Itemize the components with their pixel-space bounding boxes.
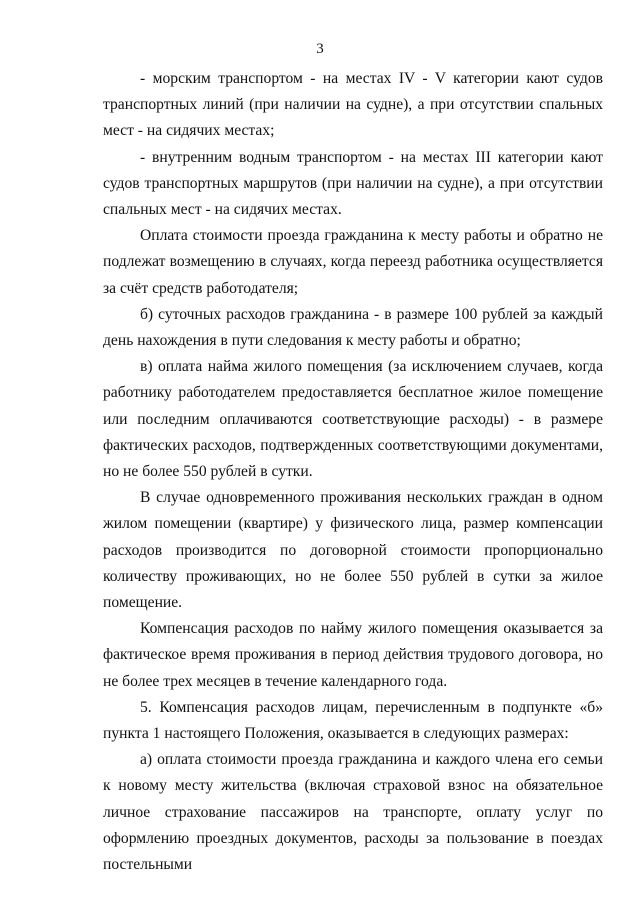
paragraph-travel-cost-exclusion: Оплата стоимости проезда гражданина к месту работы и обратно не подлежат возмещению в случаях, когда переезд работника осуществляется за счёт средств работодателя;	[103, 227, 603, 297]
paragraph-housing-rent: в) оплата найма жилого помещения (за исключением случаев, когда работнику работодателем предоставляется бесплатное жилое помещение или последним оплачиваются соответствующие расходы) - в размере фактических расходов, подтвержденных соответствующими документами, но не более 550 рублей в сутки.	[103, 358, 603, 481]
paragraph-daily-allowance: б) суточных расходов гражданина - в размере 100 рублей за каждый день нахождения в пути следования к месту работы и обратно;	[103, 305, 603, 350]
paragraph-inland-water-transport: - внутренним водным транспортом - на местах III категории кают судов транспортных маршрутов (при наличии на судне), а при отсутствии спальных мест - на сидячих местах.	[103, 148, 603, 219]
paragraph-shared-housing: В случае одновременного проживания нескольких граждан в одном жилом помещении (квартире) у физического лица, размер компенсации расходов производится по договорной стоимости пропорционально количеству проживающих, но не более 550 рублей в сутки за жилое помещение.	[103, 489, 603, 612]
page-number: 3	[316, 41, 324, 57]
paragraph-sea-transport: - морским транспортом - на местах IV - V категории кают судов транспортных линий (при наличии на судне), а при отсутствии спальных мест - на сидячих местах;	[103, 70, 603, 140]
paragraph-relocation-travel: а) оплата стоимости проезда гражданина и каждого члена его семьи к новому месту жительства (включая страховой взнос на обязательное личное страхование пассажиров на транспорте, оплату услуг по оформлению проездных документов, расходы за пользование в поездах постельными	[103, 751, 603, 874]
document-body	[103, 66, 603, 878]
paragraph-clause-5: 5. Компенсация расходов лицам, перечисленным в подпункте «б» пункта 1 настоящего Положения, оказывается в следующих размерах:	[103, 698, 603, 743]
paragraph-housing-period: Компенсация расходов по найму жилого помещения оказывается за фактическое время проживания в период действия трудового договора, но не более трех месяцев в течение календарного года.	[103, 620, 603, 690]
